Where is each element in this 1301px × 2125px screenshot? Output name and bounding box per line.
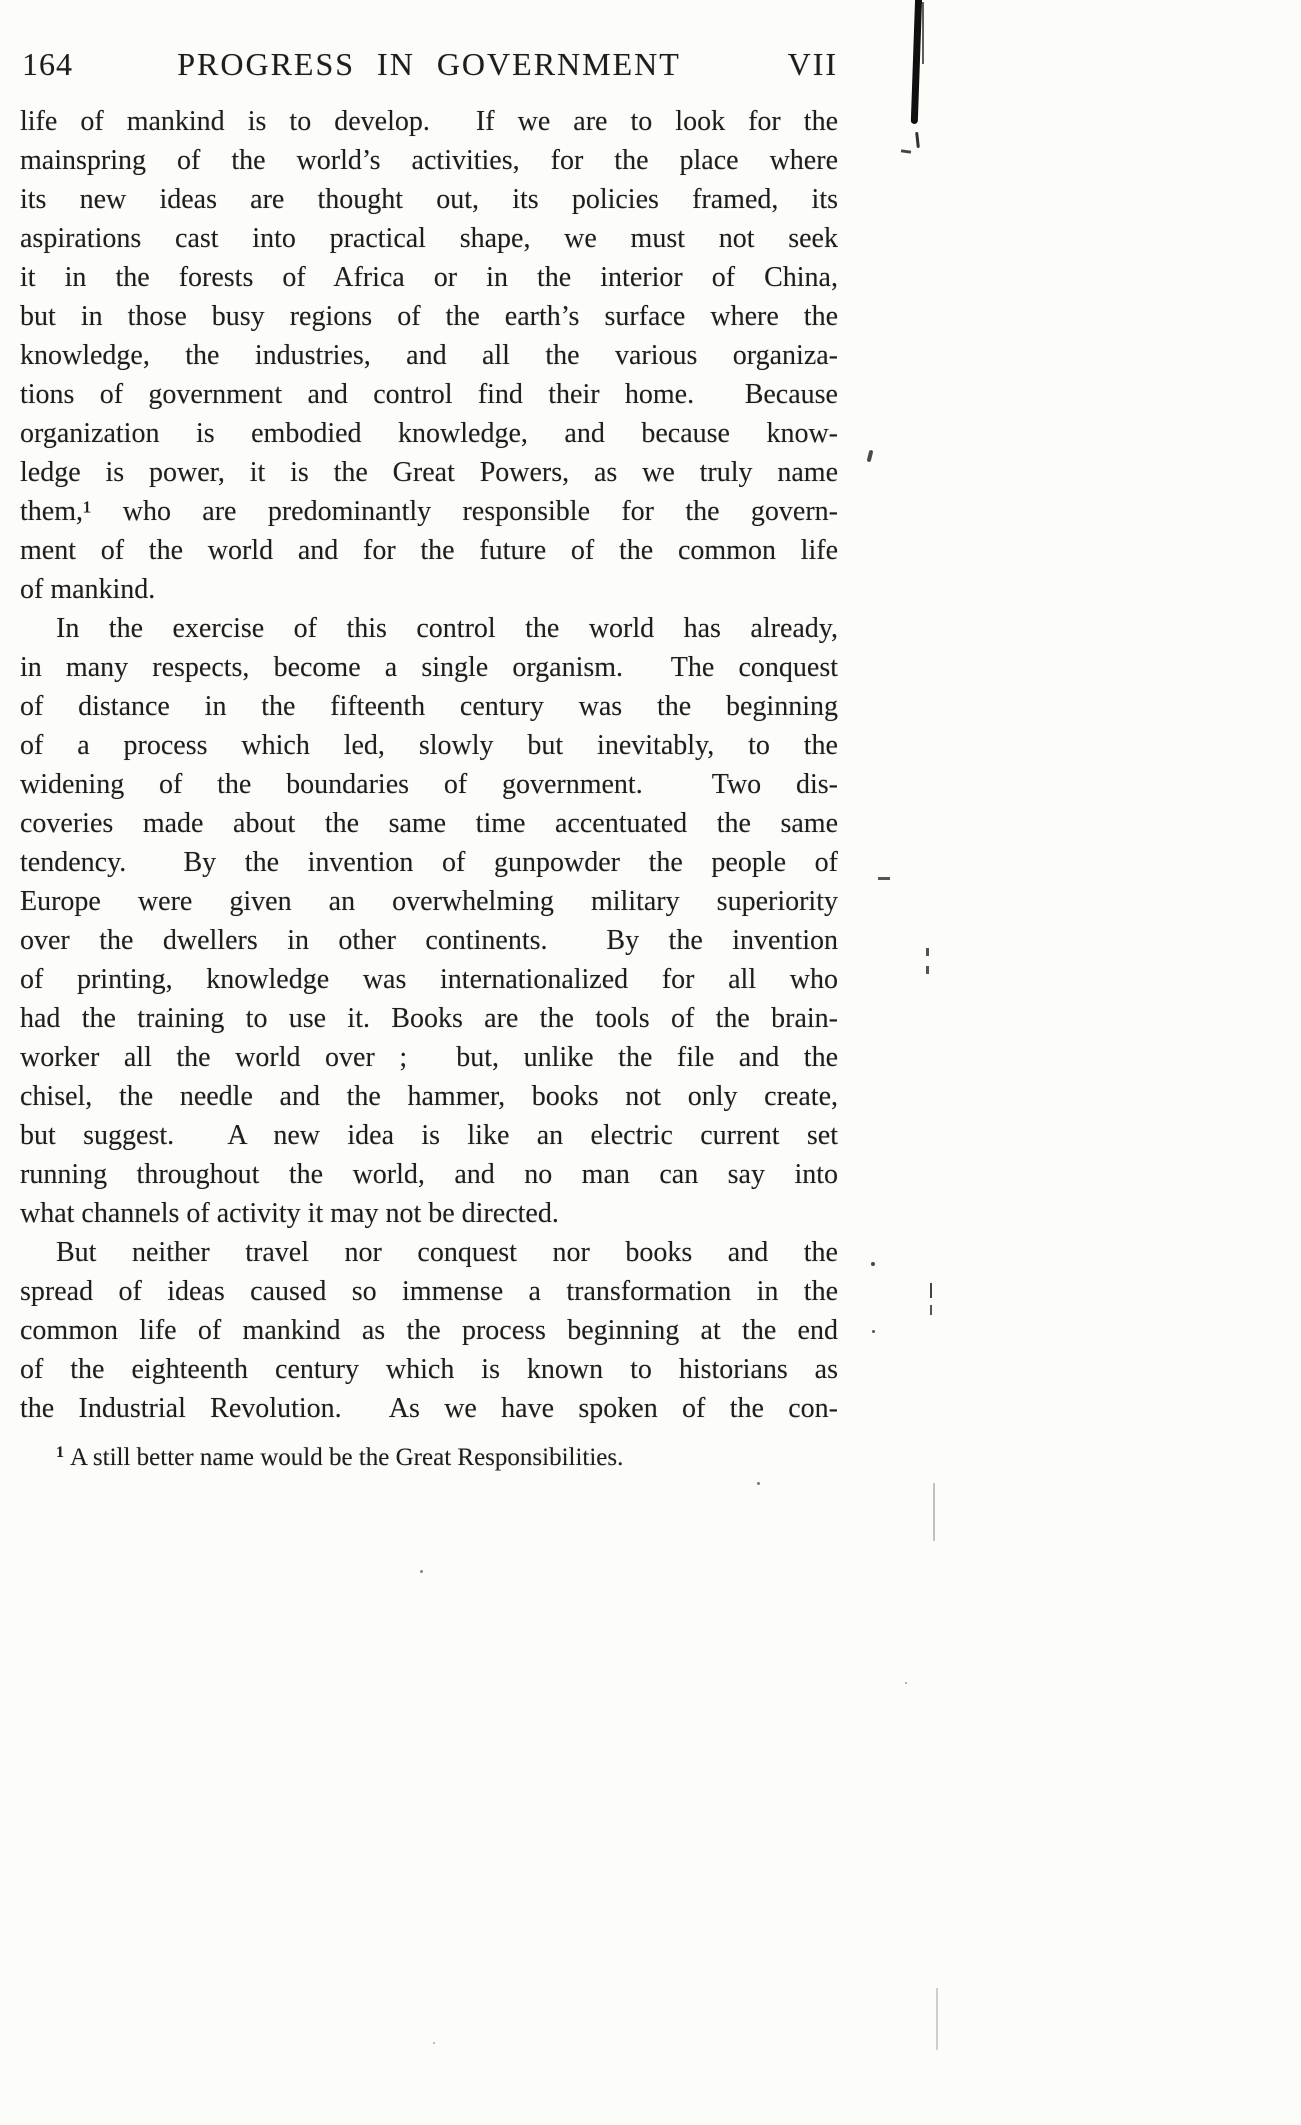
footnote-text: A still better name would be the Great Responsibilities. — [70, 1444, 624, 1471]
text-line: worker all the world over ; but, unlike the file and the — [20, 1042, 838, 1073]
text-line: life of mankind is to develop. If we are to look for the — [20, 106, 838, 137]
scan-artifact — [933, 1483, 935, 1541]
text-line: coveries made about the same time accentuated the same — [20, 808, 838, 839]
scan-artifact — [872, 1330, 875, 1333]
text-line: its new ideas are thought out, its policies framed, its — [20, 184, 838, 215]
scan-artifact — [420, 1570, 423, 1573]
body-text — [20, 102, 838, 1474]
text-line: But neither travel nor conquest nor books and the — [56, 1237, 838, 1268]
text-line: organization is embodied knowledge, and because know- — [20, 418, 838, 449]
scan-artifact — [922, 2, 924, 64]
text-line: had the training to use it. Books are the tools of the brain- — [20, 1003, 838, 1034]
text-line: ment of the world and for the future of the common life — [20, 535, 838, 566]
text-line: of a process which led, slowly but inevitably, to the — [20, 730, 838, 761]
scan-artifact — [871, 1262, 875, 1266]
text-line: tendency. By the invention of gunpowder the people of — [20, 847, 838, 878]
text-line: Europe were given an overwhelming military superiority — [20, 886, 838, 917]
text-line: of printing, knowledge was internationalized for all who — [20, 964, 838, 995]
scan-artifact — [901, 149, 911, 153]
text-line: chisel, the needle and the hammer, books not only create, — [20, 1081, 838, 1112]
text-line: of mankind. — [20, 574, 156, 605]
text-line: them,¹ who are predominantly responsible for the govern- — [20, 496, 838, 527]
text-line: of distance in the fifteenth century was the beginning — [20, 691, 838, 722]
scan-artifact — [757, 1482, 760, 1485]
footnote — [20, 1436, 838, 1474]
text-line: in many respects, become a single organism. The conquest — [20, 652, 838, 683]
text-line: aspirations cast into practical shape, we must not seek — [20, 223, 838, 254]
text-line: In the exercise of this control the world has already, — [56, 613, 838, 644]
scan-artifact — [867, 450, 874, 463]
scan-artifact — [926, 966, 929, 974]
scan-artifact — [878, 877, 890, 880]
text-line: widening of the boundaries of government. Two dis- — [20, 769, 838, 800]
chapter-numeral: VII — [787, 46, 838, 82]
text-line: over the dwellers in other continents. By the invention — [20, 925, 838, 956]
text-line: common life of mankind as the process beginning at the end — [20, 1315, 838, 1346]
scan-artifact — [930, 1283, 932, 1298]
text-line: spread of ideas caused so immense a transformation in the — [20, 1276, 838, 1307]
text-line: of the eighteenth century which is known to historians as — [20, 1354, 838, 1385]
scan-artifact — [926, 948, 929, 956]
page-number: 164 — [22, 46, 73, 82]
text-line: knowledge, the industries, and all the various organiza- — [20, 340, 838, 371]
text-line: it in the forests of Africa or in the interior of China, — [20, 262, 838, 293]
text-line: ledge is power, it is the Great Powers, as we truly name — [20, 457, 838, 488]
footnote-marker: 1 — [56, 1444, 64, 1461]
text-line: tions of government and control find their home. Because — [20, 379, 838, 410]
page-header — [20, 46, 838, 88]
running-title: PROGRESS IN GOVERNMENT — [177, 46, 681, 82]
text-line: what channels of activity it may not be directed. — [20, 1198, 559, 1229]
text-line: mainspring of the world’s activities, for the place where — [20, 145, 838, 176]
text-line: the Industrial Revolution. As we have spoken of the con- — [20, 1393, 838, 1424]
scan-artifact — [930, 1305, 932, 1315]
scan-artifact — [911, 0, 923, 124]
scan-artifact — [936, 1988, 938, 2050]
scan-artifact — [433, 2042, 435, 2044]
text-line: but suggest. A new idea is like an electric current set — [20, 1120, 838, 1151]
scan-artifact — [915, 132, 920, 148]
text-line: running throughout the world, and no man can say into — [20, 1159, 838, 1190]
text-line: but in those busy regions of the earth’s surface where the — [20, 301, 838, 332]
scan-artifact — [905, 1682, 907, 1684]
